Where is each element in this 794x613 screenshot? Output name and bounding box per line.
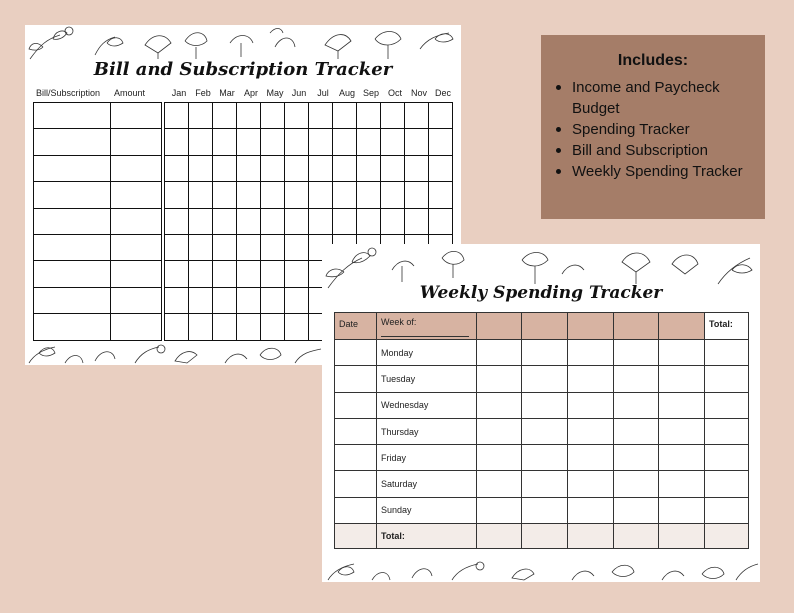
total-row-cell — [568, 524, 614, 549]
weekly-spending-tracker-sheet — [322, 244, 760, 582]
month-row — [165, 182, 453, 208]
month-cell[interactable] — [237, 208, 261, 234]
month-cell[interactable] — [261, 208, 285, 234]
weekly-spending-table — [334, 312, 749, 549]
bill-name-cell[interactable] — [34, 261, 111, 287]
amount-cell[interactable] — [111, 234, 162, 260]
month-row — [165, 208, 453, 234]
header-cell — [477, 313, 522, 340]
amount-cell[interactable] — [111, 287, 162, 313]
amount-cell[interactable] — [705, 471, 749, 497]
month-cell[interactable] — [189, 182, 213, 208]
day-row — [335, 392, 749, 418]
month-cell[interactable] — [405, 103, 429, 129]
month-cell[interactable] — [333, 129, 357, 155]
amount-cell[interactable] — [522, 445, 568, 471]
date-header: Date — [335, 313, 377, 340]
month-cell[interactable] — [429, 103, 453, 129]
bill-row — [34, 129, 162, 155]
amount-cell[interactable] — [614, 418, 659, 444]
amount-cell[interactable] — [568, 366, 614, 392]
month-header-jul: Jul — [317, 88, 329, 98]
month-cell[interactable] — [285, 129, 309, 155]
total-row-cell — [477, 524, 522, 549]
month-cell[interactable] — [213, 261, 237, 287]
amount-cell[interactable] — [705, 366, 749, 392]
month-cell[interactable] — [429, 155, 453, 181]
day-row — [335, 471, 749, 497]
month-cell[interactable] — [381, 103, 405, 129]
month-header-oct: Oct — [387, 88, 402, 98]
month-header-dec: Dec — [434, 88, 451, 98]
month-cell[interactable] — [213, 287, 237, 313]
total-row — [335, 524, 749, 549]
month-cell[interactable] — [213, 129, 237, 155]
amount-cell[interactable] — [111, 261, 162, 287]
month-cell[interactable] — [165, 261, 189, 287]
day-label: Monday — [377, 340, 477, 366]
date-cell[interactable] — [335, 471, 377, 497]
bill-column-header: Bill/Subscription — [36, 88, 101, 98]
amount-cell[interactable] — [522, 366, 568, 392]
amount-cell[interactable] — [614, 366, 659, 392]
month-cell[interactable] — [309, 182, 333, 208]
month-cell[interactable] — [309, 129, 333, 155]
total-column-header: Total: — [705, 313, 749, 340]
total-row-date-cell — [335, 524, 377, 549]
includes-item-label: Weekly Spending Tracker — [572, 163, 743, 180]
month-header-jan: Jan — [171, 88, 187, 98]
month-cell[interactable] — [165, 182, 189, 208]
month-header-feb: Feb — [195, 88, 211, 98]
amount-cell[interactable] — [659, 497, 705, 523]
bill-row — [34, 234, 162, 260]
bill-row — [34, 208, 162, 234]
month-cell[interactable] — [381, 129, 405, 155]
amount-cell[interactable] — [111, 182, 162, 208]
amount-column-header: Amount — [114, 88, 146, 98]
month-cell[interactable] — [357, 208, 381, 234]
month-row — [165, 155, 453, 181]
month-cell[interactable] — [165, 208, 189, 234]
amount-cell[interactable] — [111, 129, 162, 155]
month-cell[interactable] — [285, 234, 309, 260]
month-row — [165, 103, 453, 129]
month-cell[interactable] — [333, 103, 357, 129]
bill-row — [34, 155, 162, 181]
amount-cell[interactable] — [705, 497, 749, 523]
month-cell[interactable] — [429, 208, 453, 234]
amount-cell[interactable] — [477, 418, 522, 444]
month-cell[interactable] — [165, 103, 189, 129]
day-label: Tuesday — [377, 366, 477, 392]
month-cell[interactable] — [213, 314, 237, 340]
amount-cell[interactable] — [477, 366, 522, 392]
month-cell[interactable] — [261, 103, 285, 129]
amount-cell[interactable] — [705, 340, 749, 366]
month-cell[interactable] — [405, 155, 429, 181]
day-label: Friday — [377, 445, 477, 471]
amount-cell[interactable] — [705, 392, 749, 418]
amount-cell[interactable] — [111, 208, 162, 234]
bill-row — [34, 103, 162, 129]
bullet-icon — [556, 148, 561, 153]
month-cell[interactable] — [237, 234, 261, 260]
month-cell[interactable] — [261, 155, 285, 181]
amount-cell[interactable] — [477, 445, 522, 471]
month-cell[interactable] — [405, 129, 429, 155]
header-cell — [614, 313, 659, 340]
month-cell[interactable] — [285, 182, 309, 208]
includes-box — [541, 35, 765, 219]
includes-item — [555, 140, 760, 161]
month-cell[interactable] — [333, 182, 357, 208]
month-header-aug: Aug — [338, 88, 355, 98]
includes-title: Includes: — [617, 52, 689, 69]
amount-cell[interactable] — [477, 471, 522, 497]
month-cell[interactable] — [261, 287, 285, 313]
month-cell[interactable] — [165, 234, 189, 260]
day-row — [335, 445, 749, 471]
month-cell[interactable] — [237, 261, 261, 287]
amount-cell[interactable] — [659, 418, 705, 444]
month-cell[interactable] — [189, 287, 213, 313]
month-cell[interactable] — [213, 208, 237, 234]
bullet-icon — [556, 127, 561, 132]
amount-cell[interactable] — [568, 340, 614, 366]
includes-item-label: Bill and Subscription — [572, 142, 708, 159]
amount-cell[interactable] — [568, 418, 614, 444]
includes-item — [555, 119, 760, 140]
amount-cell[interactable] — [111, 314, 162, 340]
month-cell[interactable] — [381, 208, 405, 234]
month-cell[interactable] — [189, 103, 213, 129]
amount-cell[interactable] — [568, 497, 614, 523]
month-cell[interactable] — [285, 261, 309, 287]
month-cell[interactable] — [165, 287, 189, 313]
month-cell[interactable] — [309, 155, 333, 181]
amount-cell[interactable] — [477, 497, 522, 523]
amount-cell[interactable] — [659, 366, 705, 392]
date-cell[interactable] — [335, 418, 377, 444]
bill-name-cell[interactable] — [34, 129, 111, 155]
week-of-header — [377, 313, 477, 340]
month-cell[interactable] — [165, 155, 189, 181]
month-cell[interactable] — [285, 208, 309, 234]
month-header-may: May — [266, 88, 284, 98]
month-cell[interactable] — [261, 182, 285, 208]
amount-cell[interactable] — [659, 392, 705, 418]
amount-cell[interactable] — [522, 392, 568, 418]
month-cell[interactable] — [285, 287, 309, 313]
amount-cell[interactable] — [614, 471, 659, 497]
floral-border-bottom — [322, 560, 760, 582]
includes-item-label: Income and Paycheck Budget — [572, 79, 720, 117]
bill-name-cell[interactable] — [34, 208, 111, 234]
floral-border-bottom — [25, 341, 325, 365]
weekly-tracker-title: Weekly Spending Tracker — [419, 283, 663, 303]
month-cell[interactable] — [213, 155, 237, 181]
amount-cell[interactable] — [111, 103, 162, 129]
day-label: Saturday — [377, 471, 477, 497]
amount-cell[interactable] — [477, 392, 522, 418]
month-header-jun: Jun — [291, 88, 307, 98]
total-row-label: Total: — [377, 524, 477, 549]
amount-cell[interactable] — [659, 340, 705, 366]
bill-name-cell[interactable] — [34, 314, 111, 340]
header-cell — [522, 313, 568, 340]
date-cell[interactable] — [335, 392, 377, 418]
week-of-label: Week of: — [381, 317, 417, 327]
month-cell[interactable] — [237, 182, 261, 208]
amount-cell[interactable] — [522, 418, 568, 444]
month-cell[interactable] — [285, 155, 309, 181]
day-label: Wednesday — [377, 392, 477, 418]
month-cell[interactable] — [333, 208, 357, 234]
month-cell[interactable] — [237, 129, 261, 155]
month-cell[interactable] — [429, 129, 453, 155]
month-row — [165, 129, 453, 155]
includes-item — [555, 161, 760, 182]
amount-cell[interactable] — [568, 471, 614, 497]
month-cell[interactable] — [357, 103, 381, 129]
day-label: Sunday — [377, 497, 477, 523]
day-label: Thursday — [377, 418, 477, 444]
month-cell[interactable] — [285, 103, 309, 129]
amount-cell[interactable] — [568, 445, 614, 471]
month-cell[interactable] — [261, 129, 285, 155]
floral-border-top — [25, 25, 461, 61]
includes-item — [555, 77, 760, 119]
month-cell[interactable] — [189, 234, 213, 260]
amount-cell[interactable] — [522, 471, 568, 497]
day-row — [335, 340, 749, 366]
month-cell[interactable] — [237, 287, 261, 313]
month-cell[interactable] — [429, 182, 453, 208]
amount-cell[interactable] — [614, 392, 659, 418]
bill-tracker-title: Bill and Subscription Tracker — [93, 59, 393, 80]
month-cell[interactable] — [189, 155, 213, 181]
amount-cell[interactable] — [614, 340, 659, 366]
month-cell[interactable] — [213, 103, 237, 129]
date-cell[interactable] — [335, 366, 377, 392]
month-cell[interactable] — [189, 208, 213, 234]
month-cell[interactable] — [357, 155, 381, 181]
month-cell[interactable] — [405, 208, 429, 234]
month-cell[interactable] — [237, 155, 261, 181]
date-cell[interactable] — [335, 340, 377, 366]
amount-cell[interactable] — [522, 340, 568, 366]
week-of-underline — [381, 336, 469, 337]
amount-cell[interactable] — [614, 497, 659, 523]
day-row — [335, 497, 749, 523]
amount-cell[interactable] — [705, 418, 749, 444]
bill-amount-table — [33, 102, 162, 341]
includes-item-label: Spending Tracker — [572, 121, 690, 138]
day-row — [335, 366, 749, 392]
month-header-mar: Mar — [219, 88, 235, 98]
header-cell — [659, 313, 705, 340]
month-cell[interactable] — [261, 314, 285, 340]
bill-row — [34, 261, 162, 287]
header-row — [335, 313, 749, 340]
total-row-cell — [614, 524, 659, 549]
month-cell[interactable] — [381, 155, 405, 181]
month-cell[interactable] — [285, 314, 309, 340]
date-cell[interactable] — [335, 497, 377, 523]
amount-cell[interactable] — [614, 445, 659, 471]
bill-row — [34, 314, 162, 340]
month-cell[interactable] — [333, 155, 357, 181]
header-cell — [568, 313, 614, 340]
amount-cell[interactable] — [111, 155, 162, 181]
month-cell[interactable] — [189, 261, 213, 287]
month-cell[interactable] — [309, 103, 333, 129]
month-cell[interactable] — [357, 182, 381, 208]
bill-name-cell[interactable] — [34, 287, 111, 313]
month-header-sep: Sep — [362, 88, 379, 98]
amount-cell[interactable] — [522, 497, 568, 523]
month-cell[interactable] — [165, 129, 189, 155]
month-cell[interactable] — [189, 129, 213, 155]
month-cell[interactable] — [213, 182, 237, 208]
includes-list — [555, 77, 760, 182]
bill-name-cell[interactable] — [34, 234, 111, 260]
month-cell[interactable] — [165, 314, 189, 340]
month-cell[interactable] — [309, 208, 333, 234]
bullet-icon — [556, 85, 561, 90]
bill-name-cell[interactable] — [34, 182, 111, 208]
amount-cell[interactable] — [477, 340, 522, 366]
amount-cell[interactable] — [705, 445, 749, 471]
month-cell[interactable] — [237, 314, 261, 340]
bill-name-cell[interactable] — [34, 103, 111, 129]
month-cell[interactable] — [237, 103, 261, 129]
month-cell[interactable] — [381, 182, 405, 208]
total-row-cell — [522, 524, 568, 549]
bill-row — [34, 287, 162, 313]
total-row-cell — [659, 524, 705, 549]
month-cell[interactable] — [213, 234, 237, 260]
month-header-nov: Nov — [410, 88, 427, 98]
month-cell[interactable] — [261, 261, 285, 287]
day-row — [335, 418, 749, 444]
month-cell[interactable] — [189, 314, 213, 340]
month-cell[interactable] — [261, 234, 285, 260]
amount-cell[interactable] — [568, 392, 614, 418]
bullet-icon — [556, 169, 561, 174]
total-row-cell — [705, 524, 749, 549]
bill-name-cell[interactable] — [34, 155, 111, 181]
date-cell[interactable] — [335, 445, 377, 471]
month-cell[interactable] — [357, 129, 381, 155]
month-header-apr: Apr — [243, 88, 258, 98]
bill-row — [34, 182, 162, 208]
amount-cell[interactable] — [659, 445, 705, 471]
amount-cell[interactable] — [659, 471, 705, 497]
month-cell[interactable] — [405, 182, 429, 208]
